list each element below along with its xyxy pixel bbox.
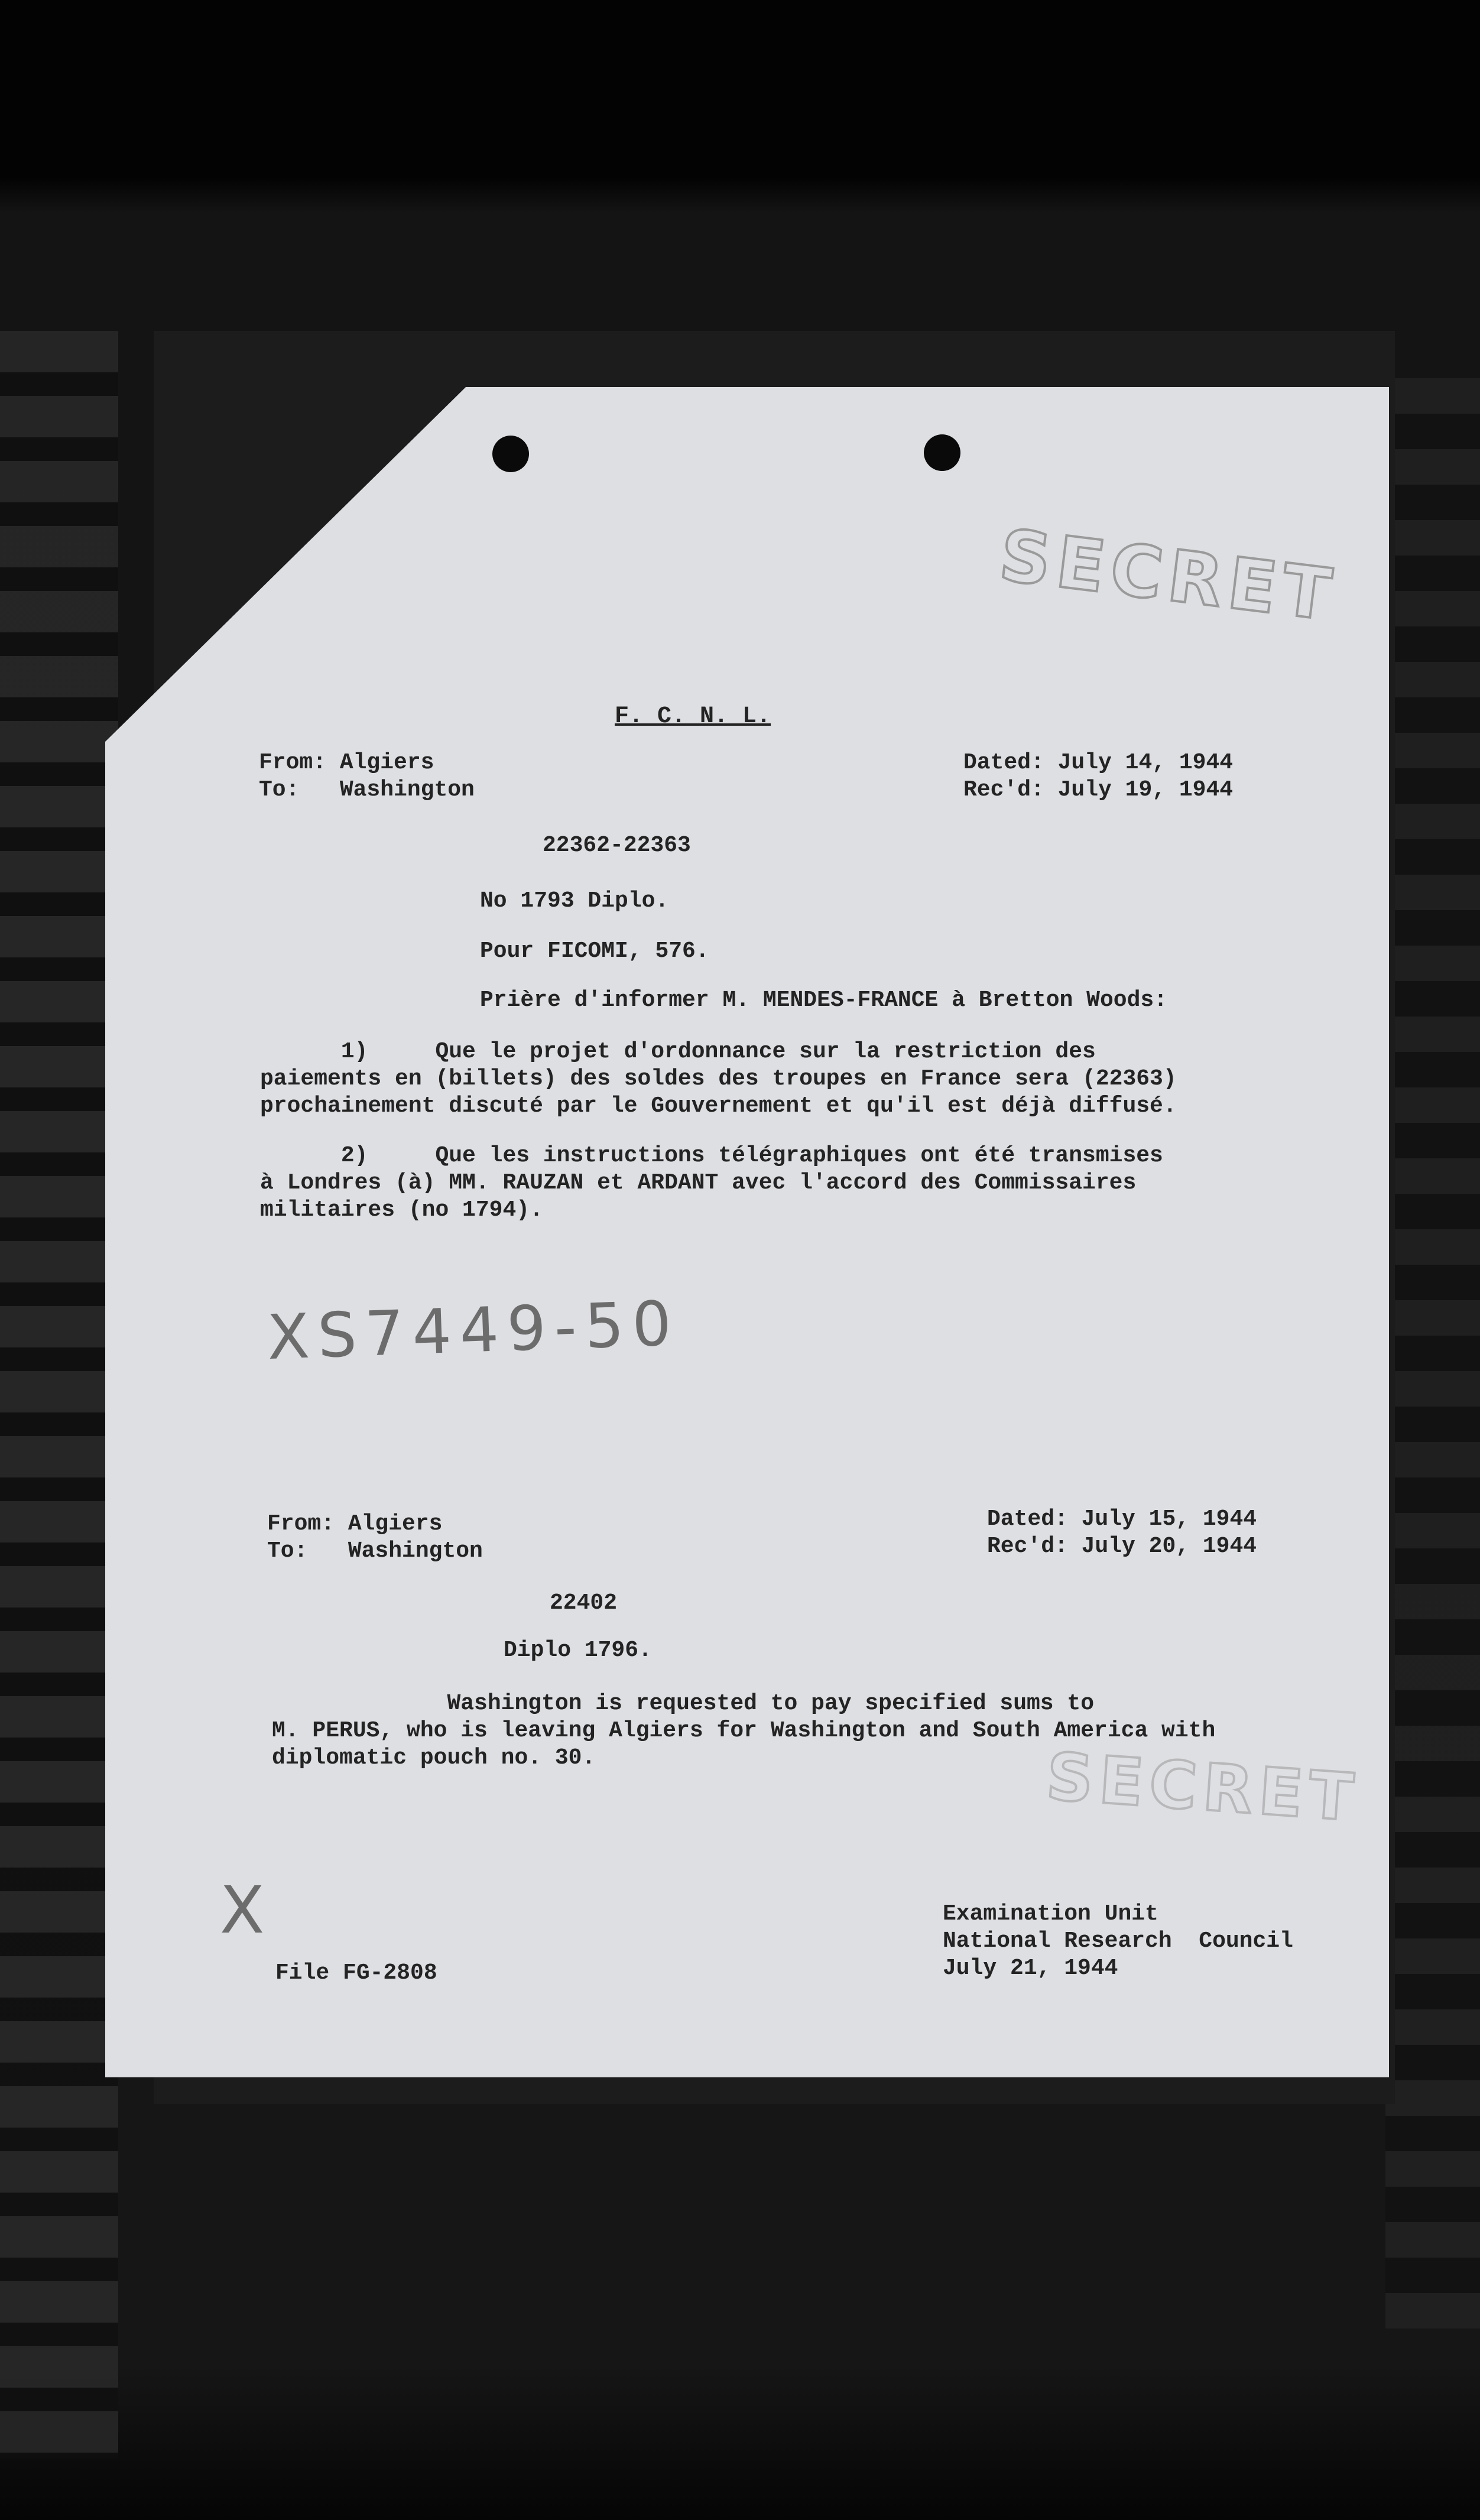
msg1-number: 22362-22363 (543, 833, 691, 858)
secret-stamp-bottom: SECRET (1044, 1738, 1362, 1836)
msg2-body-line: M. PERUS, who is leaving Algiers for Washington and South America with (272, 1718, 1216, 1743)
signature-unit: Examination Unit (943, 1901, 1158, 1927)
msg2-from: From: Algiers (267, 1511, 443, 1537)
handwritten-x-mark: X (220, 1872, 265, 1948)
msg1-item1-line: paiements en (billets) des soldes des troupes en France sera (22363) (260, 1066, 1177, 1092)
msg1-item2-line: militaires (no 1794). (260, 1197, 543, 1223)
msg1-ref: No 1793 Diplo. (480, 888, 669, 914)
msg1-item1-line: 1) Que le projet d'ordonnance sur la restriction des (260, 1039, 1096, 1064)
msg1-item2-line: à Londres (à) MM. RAUZAN et ARDANT avec l'accord des Commissaires (260, 1170, 1137, 1196)
msg1-item1-line: prochainement discuté par le Gouvernement et qu'il est déjà diffusé. (260, 1093, 1177, 1119)
signature-council: National Research Council (943, 1928, 1293, 1954)
document-title: F. C. N. L. (615, 703, 771, 730)
file-number: File FG-2808 (275, 1960, 437, 1986)
film-edge-left (0, 331, 118, 2459)
punch-hole-right (924, 434, 960, 471)
msg1-to: To: Washington (259, 777, 475, 803)
msg2-body-line: diplomatic pouch no. 30. (272, 1745, 596, 1771)
signature-date: July 21, 1944 (943, 1956, 1118, 1981)
punch-hole-left (492, 436, 529, 472)
film-edge-right (1385, 378, 1480, 2329)
msg2-received: Rec'd: July 20, 1944 (987, 1534, 1257, 1559)
msg2-to: To: Washington (267, 1538, 483, 1564)
msg2-dated: Dated: July 15, 1944 (987, 1506, 1257, 1532)
msg1-pour: Pour FICOMI, 576. (480, 938, 709, 964)
msg2-body-line: Washington is requested to pay specified sums to (272, 1691, 1095, 1716)
msg1-dated: Dated: July 14, 1944 (963, 750, 1234, 775)
msg1-from: From: Algiers (259, 750, 434, 775)
msg2-number: 22402 (550, 1590, 618, 1616)
msg2-ref: Diplo 1796. (504, 1638, 652, 1663)
secret-stamp-top: SECRET (995, 514, 1342, 638)
msg1-received: Rec'd: July 19, 1944 (963, 777, 1234, 803)
handwritten-reference: XS7449-50 (266, 1287, 681, 1374)
msg1-item2-line: 2) Que les instructions télégraphiques ont été transmises (260, 1143, 1163, 1168)
msg1-intro: Prière d'informer M. MENDES-FRANCE à Bretton Woods: (480, 988, 1167, 1013)
